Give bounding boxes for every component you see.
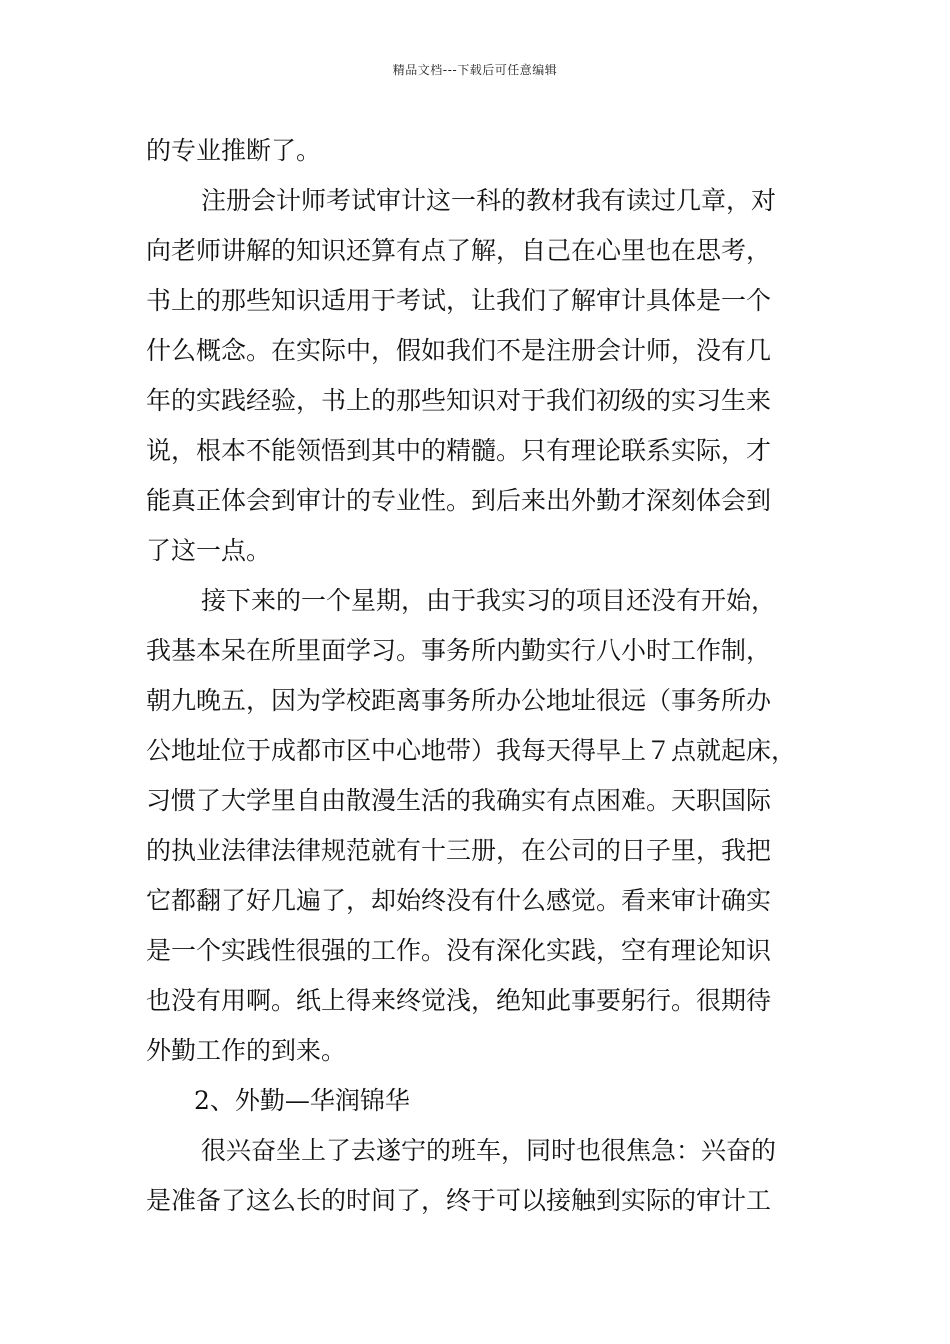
text-line: 的执业法律法律规范就有十三册，在公司的日子里，我把 — [146, 836, 772, 865]
paragraph-start-line: 注册会计师考试审计这一科的教材我有读过几章，对 — [201, 186, 777, 215]
text-line: 公地址位于成都市区中心地带）我每天得早上７点就起床， — [146, 736, 797, 765]
text-line: 朝九晚五，因为学校距离事务所办公地址很远（事务所办 — [146, 686, 772, 715]
document-body — [146, 126, 811, 1226]
text-line: 书上的那些知识适用于考试，让我们了解审计具体是一个 — [146, 286, 772, 315]
text-line: 什么概念。在实际中，假如我们不是注册会计师，没有几 — [146, 336, 772, 365]
page-header: 精品文档---下载后可任意编辑 — [392, 63, 558, 77]
paragraph-start-line: 很兴奋坐上了去遂宁的班车，同时也很焦急：兴奋的 — [201, 1136, 777, 1165]
text-line: 是一个实践性很强的工作。没有深化实践，空有理论知识 — [146, 936, 772, 965]
text-line: 是准备了这么长的时间了，终于可以接触到实际的审计工 — [146, 1186, 772, 1215]
text-line: 年的实践经验，书上的那些知识对于我们初级的实习生来 — [146, 386, 772, 415]
text-line: 也没有用啊。纸上得来终觉浅，绝知此事要躬行。很期待 — [146, 986, 772, 1015]
text-line: 它都翻了好几遍了，却始终没有什么感觉。看来审计确实 — [146, 886, 772, 915]
text-line: 能真正体会到审计的专业性。到后来出外勤才深刻体会到 — [146, 486, 772, 515]
text-line: 我基本呆在所里面学习。事务所内勤实行八小时工作制， — [146, 636, 772, 665]
text-line: 习惯了大学里自由散漫生活的我确实有点困难。天职国际 — [146, 786, 772, 815]
text-line: 的专业推断了。 — [146, 136, 322, 165]
section-heading: 2、外勤—华润锦华 — [194, 1086, 410, 1115]
text-line: 向老师讲解的知识还算有点了解，自己在心里也在思考， — [146, 236, 772, 265]
text-line: 外勤工作的到来。 — [146, 1036, 347, 1065]
text-line: 了这一点。 — [146, 536, 272, 565]
text-line: 说，根本不能领悟到其中的精髓。只有理论联系实际，才 — [146, 436, 772, 465]
paragraph-start-line: 接下来的一个星期，由于我实习的项目还没有开始， — [201, 586, 777, 615]
